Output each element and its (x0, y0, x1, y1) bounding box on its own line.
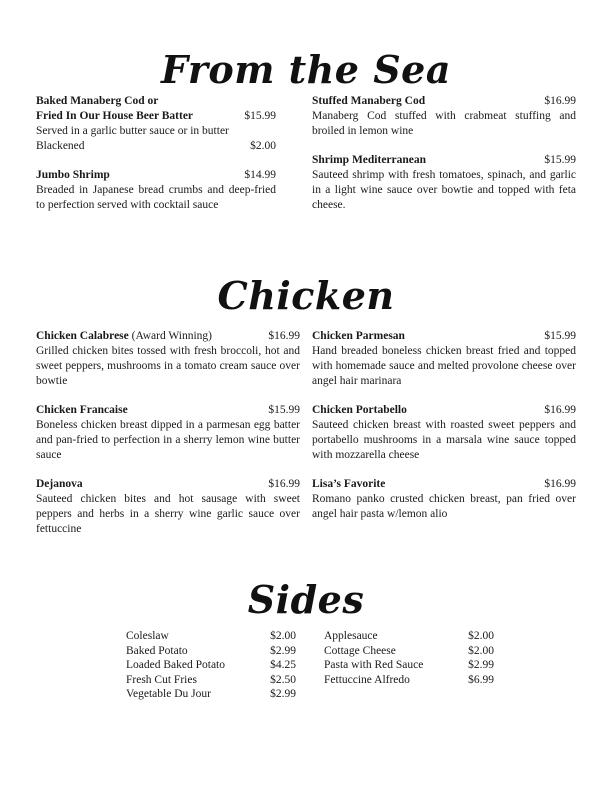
item-price: $16.99 (544, 404, 576, 416)
item-option-price: $2.00 (250, 140, 276, 152)
menu-item (36, 403, 300, 463)
item-description: Sauteed chicken breast with roasted sweet peppers and portabello mushrooms in a marsala wine sauce topped with mozzarella cheese (312, 419, 576, 461)
side-item (126, 658, 296, 673)
section-title-sides: Sides (247, 577, 365, 622)
menu-item (36, 329, 300, 389)
side-name: Loaded Baked Potato (126, 659, 226, 671)
side-name: Baked Potato (126, 644, 188, 657)
item-name: Chicken Francaise (36, 404, 128, 416)
item-price: $15.99 (544, 154, 576, 166)
side-item (324, 644, 494, 659)
side-name: Fresh Cut Fries (126, 673, 197, 686)
side-price: $2.99 (468, 659, 494, 671)
item-note: (Award Winning) (128, 330, 212, 342)
item-option-label: Blackened (36, 140, 85, 152)
item-price: $14.99 (244, 169, 276, 181)
item-price: $15.99 (544, 330, 576, 342)
item-description: Romano panko crusted chicken breast, pan fried over angel hair pasta w/lemon alio (312, 493, 576, 520)
item-name: Dejanova (36, 478, 83, 490)
side-item (324, 658, 494, 673)
side-price: $2.00 (468, 630, 494, 642)
item-name: Shrimp Mediterranean (312, 154, 427, 166)
item-name: Baked Manaberg Cod or (36, 95, 159, 107)
side-item (126, 644, 296, 659)
side-price: $2.00 (468, 644, 494, 657)
item-price: $16.99 (268, 330, 300, 342)
side-name: Cottage Cheese (324, 644, 396, 657)
section-title-chicken: Chicken (217, 273, 395, 318)
menu-item (312, 403, 576, 463)
menu-item (36, 94, 276, 154)
item-description: Served in a garlic butter sauce or in butter (36, 125, 229, 137)
side-item (324, 673, 494, 688)
item-name: Stuffed Manaberg Cod (312, 95, 426, 107)
section-title-sea: From the Sea (161, 47, 451, 92)
menu-item (312, 153, 576, 213)
item-name: Chicken Portabello (312, 404, 407, 416)
side-name: Applesauce (324, 630, 378, 642)
side-name: Pasta with Red Sauce (324, 659, 424, 671)
side-name: Coleslaw (126, 630, 169, 642)
item-price: $16.99 (544, 95, 576, 107)
item-price: $16.99 (268, 478, 300, 490)
side-price: $2.00 (270, 630, 296, 642)
side-price: $2.50 (270, 673, 296, 686)
item-description: Grilled chicken bites tossed with fresh broccoli, hot and sweet peppers, mushrooms in a tomato cream sauce over bowtie (36, 345, 300, 387)
side-item (324, 629, 494, 644)
menu-item (312, 94, 576, 139)
item-description: Breaded in Japanese bread crumbs and deep-fried to perfection served with cocktail sauce (36, 184, 276, 211)
side-item (126, 673, 296, 688)
menu-item (36, 168, 276, 213)
menu-item (312, 329, 576, 389)
item-description: Sauteed chicken bites and hot sausage with sweet peppers and herbs in a sherry wine garlic sauce over fettuccine (36, 493, 300, 535)
side-price: $2.99 (270, 644, 296, 657)
sea-right-column (312, 94, 576, 227)
side-price: $4.25 (270, 659, 296, 671)
item-price: $16.99 (544, 478, 576, 490)
side-price: $2.99 (270, 688, 296, 700)
side-name: Fettuccine Alfredo (324, 673, 410, 686)
chicken-left-column (36, 329, 300, 551)
item-description: Hand breaded boneless chicken breast fried and topped with homemade sauce and melted provolone cheese over angel hair marinara (312, 345, 576, 387)
item-description: Manaberg Cod stuffed with crabmeat stuffing and broiled in lemon wine (312, 110, 576, 137)
sea-left-column (36, 94, 276, 227)
item-description: Sauteed shrimp with fresh tomatoes, spinach, and garlic in a light wine sauce over bowtie and topped with feta cheese. (312, 169, 576, 211)
sides-right-column (324, 629, 494, 687)
sides-left-column (126, 629, 296, 702)
menu-item (312, 477, 576, 522)
item-name: Jumbo Shrimp (36, 169, 110, 181)
menu-item (36, 477, 300, 537)
chicken-right-column (312, 329, 576, 536)
side-name: Vegetable Du Jour (126, 688, 211, 700)
item-name: Lisa’s Favorite (312, 478, 386, 490)
side-item (126, 629, 296, 644)
item-name: Chicken Calabrese (36, 330, 129, 342)
side-price: $6.99 (468, 673, 494, 686)
item-description: Boneless chicken breast dipped in a parmesan egg batter and pan-fried to perfection in a sherry lemon wine butter sauce (36, 419, 300, 461)
item-price: $15.99 (268, 404, 300, 416)
side-item (126, 687, 296, 702)
item-name: Fried In Our House Beer Batter (36, 110, 194, 122)
item-name: Chicken Parmesan (312, 330, 405, 342)
item-price: $15.99 (244, 110, 276, 122)
